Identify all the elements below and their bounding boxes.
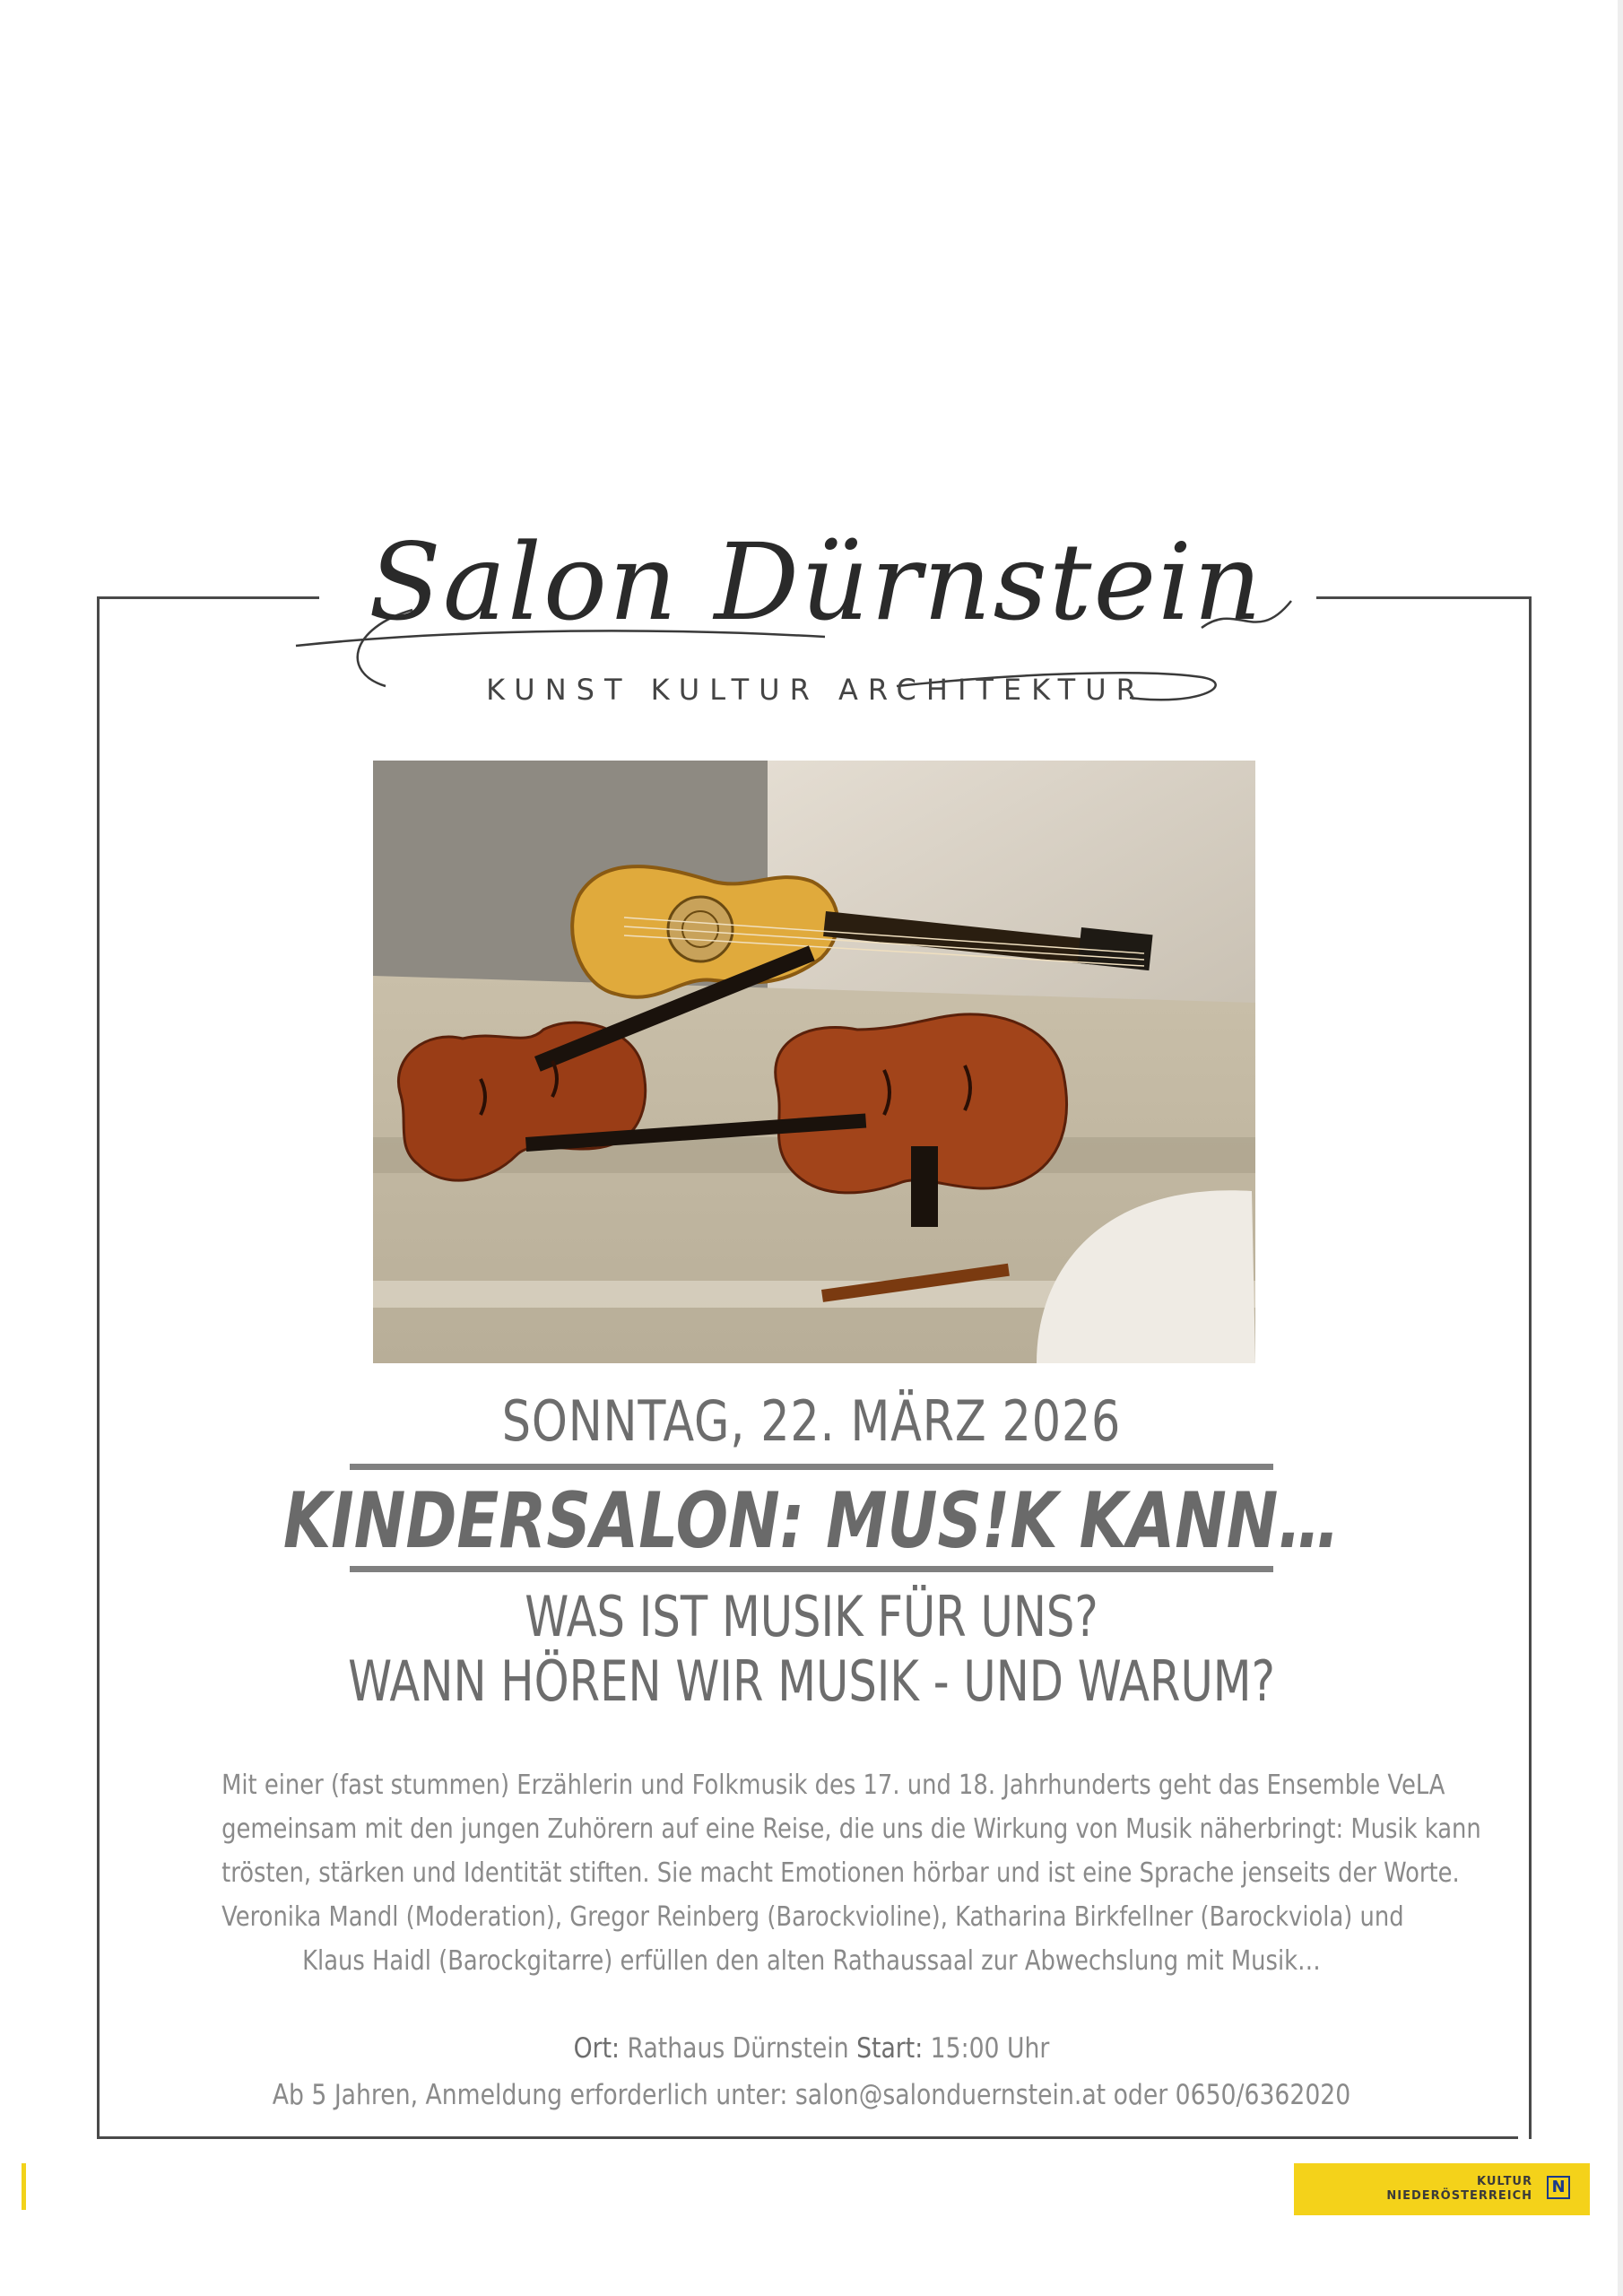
event-title: KINDERSALON: MUS!K KANN… [282, 1476, 1341, 1566]
scan-edge [1618, 0, 1623, 2296]
noe-logo-icon: N [1547, 2176, 1570, 2199]
description-line: Veronika Mandl (Moderation), Gregor Reinberg (Barockvioline), Katharina Birkfellner (Barockviola) und [221, 1901, 1404, 1933]
registration-line: Ab 5 Jahren, Anmeldung erforderlich unter: salon@salonduernstein.at oder 0650/6362020 [272, 2079, 1351, 2111]
logo-title: Salon Dürnstein [368, 520, 1264, 644]
logo-subtitle: KUNST KULTUR ARCHITEKTUR [486, 673, 1146, 707]
frame-left [97, 596, 100, 2139]
badge-line-2: NIEDERÖSTERREICH [1386, 2189, 1532, 2203]
frame-bottom [97, 2136, 1518, 2139]
start-label: Start: [856, 2032, 924, 2065]
badge-line-1: KULTUR [1477, 2175, 1532, 2188]
location-start-line [114, 2032, 1510, 2065]
description-line: Mit einer (fast stummen) Erzählerin und Folkmusik des 17. und 18. Jahrhunderts geht das Ensemble VeLA [221, 1770, 1445, 1801]
event-description [126, 1763, 1497, 1983]
description-line: gemeinsam mit den jungen Zuhörern auf eine Reise, die uns die Wirkung von Musik näherbringt: Musik kann [221, 1813, 1481, 1845]
kultur-noe-badge [1294, 2163, 1590, 2215]
frame-right [1529, 596, 1532, 2139]
ort-label: Ort: [573, 2032, 621, 2065]
frame-top-left [97, 596, 319, 599]
instruments-illustration [373, 761, 1255, 1363]
salon-logo [287, 493, 1345, 726]
title-rule-bottom [350, 1566, 1273, 1572]
event-subtitle-1: WAS IST MUSIK FÜR UNS? [525, 1584, 1098, 1649]
event-date: SONNTAG, 22. MÄRZ 2026 [501, 1388, 1122, 1454]
start-value: 15:00 Uhr [930, 2032, 1050, 2065]
event-subtitle-2: WANN HÖREN WIR MUSIK - UND WARUM? [348, 1648, 1275, 1714]
ort-value: Rathaus Dürnstein [627, 2032, 849, 2065]
description-line: trösten, stärken und Identität stiften. Sie macht Emotionen hörbar und ist eine Sprache jenseits der Worte. [221, 1857, 1460, 1889]
frame-top-right [1316, 596, 1532, 599]
instruments-photo [373, 761, 1255, 1363]
title-rule-top [350, 1464, 1273, 1470]
description-line: Klaus Haidl (Barockgitarre) erfüllen den alten Rathaussaal zur Abwechslung mit Musik… [302, 1945, 1321, 1977]
yellow-edge-mark [22, 2163, 26, 2210]
